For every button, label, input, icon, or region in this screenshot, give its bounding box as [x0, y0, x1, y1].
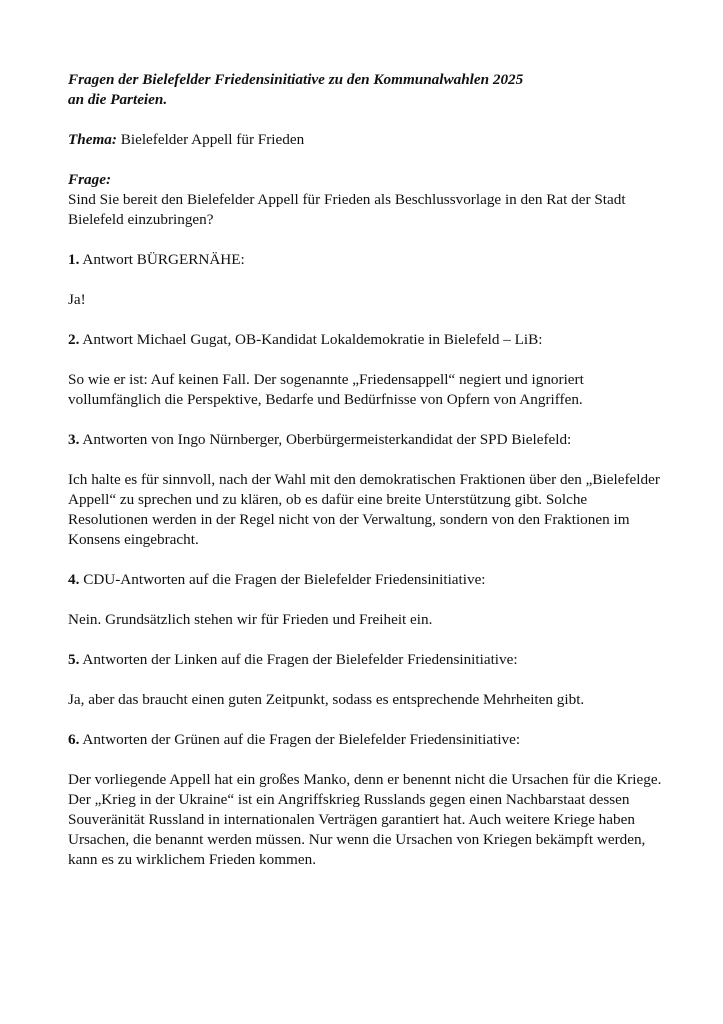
answer-number: 4. — [68, 571, 80, 588]
answer-2 — [68, 330, 663, 410]
answer-heading-text: Antworten von Ingo Nürnberger, Oberbürgermeisterkandidat der SPD Bielefeld: — [79, 431, 572, 448]
answer-number: 1. — [68, 251, 80, 268]
answer-heading — [68, 570, 663, 590]
thema-line — [68, 130, 663, 150]
frage-text: Sind Sie bereit den Bielefelder Appell für Frieden als Beschlussvorlage in den Rat der Stadt Bielefeld einzubringen? — [68, 191, 626, 228]
answer-heading — [68, 330, 663, 350]
answer-number: 5. — [68, 651, 80, 668]
answer-heading-text: CDU-Antworten auf die Fragen der Bielefelder Friedensinitiative: — [79, 571, 486, 588]
answer-heading-text: Antwort Michael Gugat, OB-Kandidat Lokaldemokratie in Bielefeld – LiB: — [79, 331, 543, 348]
answer-body: Der vorliegende Appell hat ein großes Manko, denn er benennt nicht die Ursachen für die Kriege. — [68, 771, 662, 788]
title-line-1: Fragen der Bielefelder Friedensinitiative zu den Kommunalwahlen 2025 — [68, 71, 524, 88]
document-title — [68, 70, 663, 110]
answer-body: Ja, aber das braucht einen guten Zeitpunkt, sodass es entsprechende Mehrheiten gibt. — [68, 691, 585, 708]
answer-4 — [68, 570, 663, 630]
answer-3 — [68, 430, 663, 550]
answer-number: 3. — [68, 431, 80, 448]
answer-body-continued: Der „Krieg in der Ukraine“ ist ein Angriffskrieg Russlands gegen einen Nachbarstaat dessen Souveränität Russland in internationalen Verträgen garantiert hat. Auch weitere Kriege haben Ursachen, die benannt werden müssen. Nur wenn die Ursachen von Kriegen bekämpft werden, kann es zu wirklichem Frieden kommen. — [68, 791, 646, 868]
answer-body: So wie er ist: Auf keinen Fall. Der sogenannte „Friedensappell“ negiert und ignoriert vollumfänglich die Perspektive, Bedarfe und Bedürfnisse von Opfern von Angriffen. — [68, 371, 584, 408]
answer-1 — [68, 250, 663, 310]
answer-heading — [68, 250, 663, 270]
answer-heading — [68, 650, 663, 670]
answer-6 — [68, 730, 663, 870]
answer-heading-text: Antworten der Grünen auf die Fragen der Bielefelder Friedensinitiative: — [79, 731, 521, 748]
title-line-2: an die Parteien. — [68, 91, 168, 108]
answer-number: 2. — [68, 331, 80, 348]
answer-body: Nein. Grundsätzlich stehen wir für Frieden und Freiheit ein. — [68, 611, 433, 628]
thema-text: Bielefelder Appell für Frieden — [116, 131, 305, 148]
answer-heading-text: Antworten der Linken auf die Fragen der Bielefelder Friedensinitiative: — [79, 651, 518, 668]
answer-number: 6. — [68, 731, 80, 748]
answer-heading-text: Antwort BÜRGERNÄHE: — [79, 251, 245, 268]
answer-heading — [68, 730, 663, 750]
answer-heading — [68, 430, 663, 450]
answer-5 — [68, 650, 663, 710]
frage-label: Frage: — [68, 171, 112, 188]
thema-label: Thema: — [68, 131, 117, 148]
frage-section — [68, 170, 663, 230]
answer-body: Ich halte es für sinnvoll, nach der Wahl mit den demokratischen Fraktionen über den „Bielefelder Appell“ zu sprechen und zu klären, ob es dafür eine breite Unterstützung gibt. Solche Resolutionen werden in der Regel nicht von der Verwaltung, sondern von den Fraktionen im Konsens eingebracht. — [68, 471, 660, 548]
answer-body: Ja! — [68, 291, 86, 308]
